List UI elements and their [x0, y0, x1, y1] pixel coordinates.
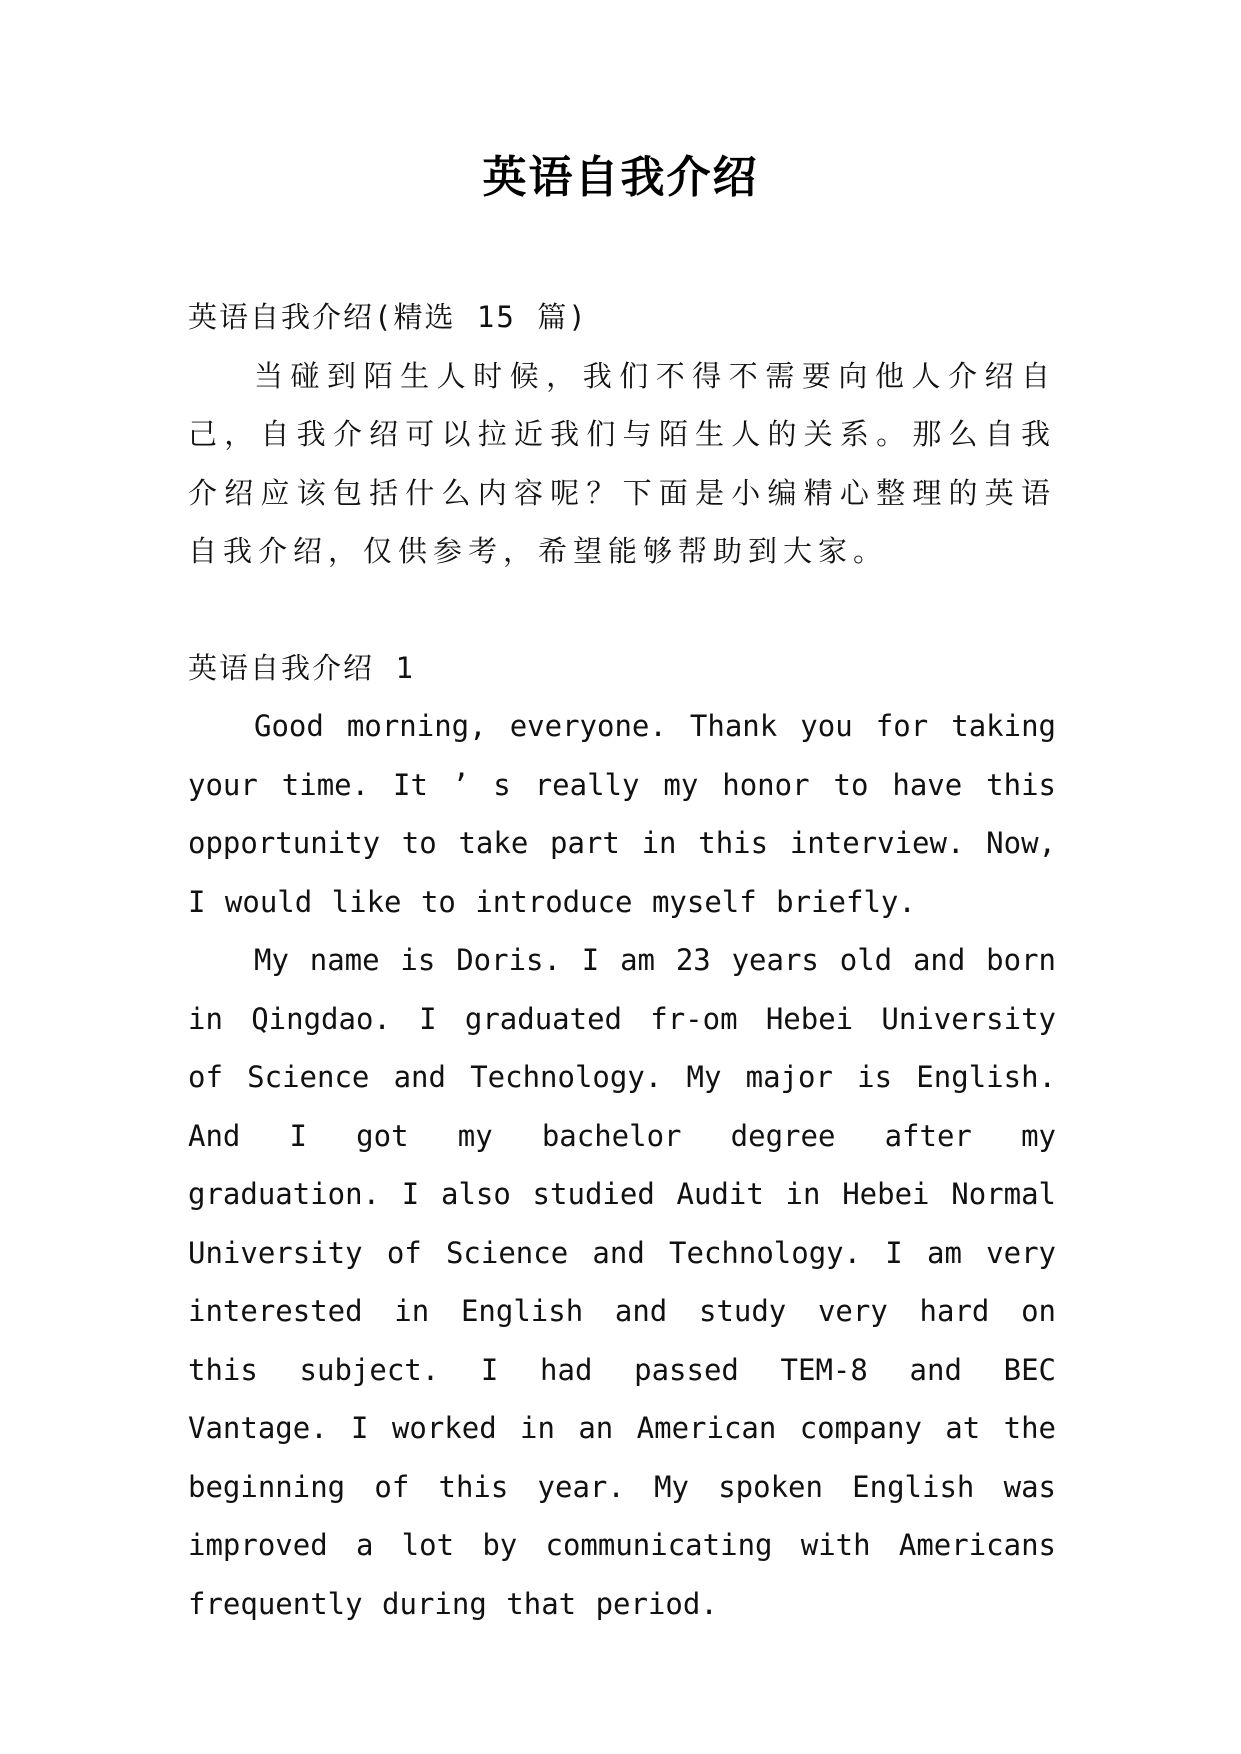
- intro-paragraph: 当碰到陌生人时候，我们不得不需要向他人介绍自己，自我介绍可以拉近我们与陌生人的关系。那么自我介绍应该包括什么内容呢？下面是小编精心整理的英语自我介绍，仅供参考，希望能够帮助到大家。: [188, 358, 1056, 568]
- document-title: 英语自我介绍: [482, 152, 759, 203]
- section-heading: 英语自我介绍 1: [188, 650, 415, 685]
- section-1-paragraph-2: My name is Doris. I am 23 years old and born in Qingdao. I graduated fr-om Hebei University of Science and Technology. My major is English. And I got my bachelor degree after my graduation. I also studied Audit in Hebei Normal University of Science and Technology. I am very interested in English and study very hard on this subject. I had passed TEM-8 and BEC Vantage. I worked in an American company at the beginning of this year. My spoken English was improved a lot by communicating with Americans frequently during that period.: [188, 943, 1056, 1621]
- section-1-paragraph-1: Good morning, everyone. Thank you for taking your time. It ’ s really my honor to have this opportunity to take part in this interview. Now, I would like to introduce myself briefly.: [188, 709, 1056, 919]
- document-body: [188, 288, 1056, 1633]
- section-spacer: [188, 581, 1056, 639]
- document-subtitle: 英语自我介绍(精选 15 篇): [188, 300, 588, 334]
